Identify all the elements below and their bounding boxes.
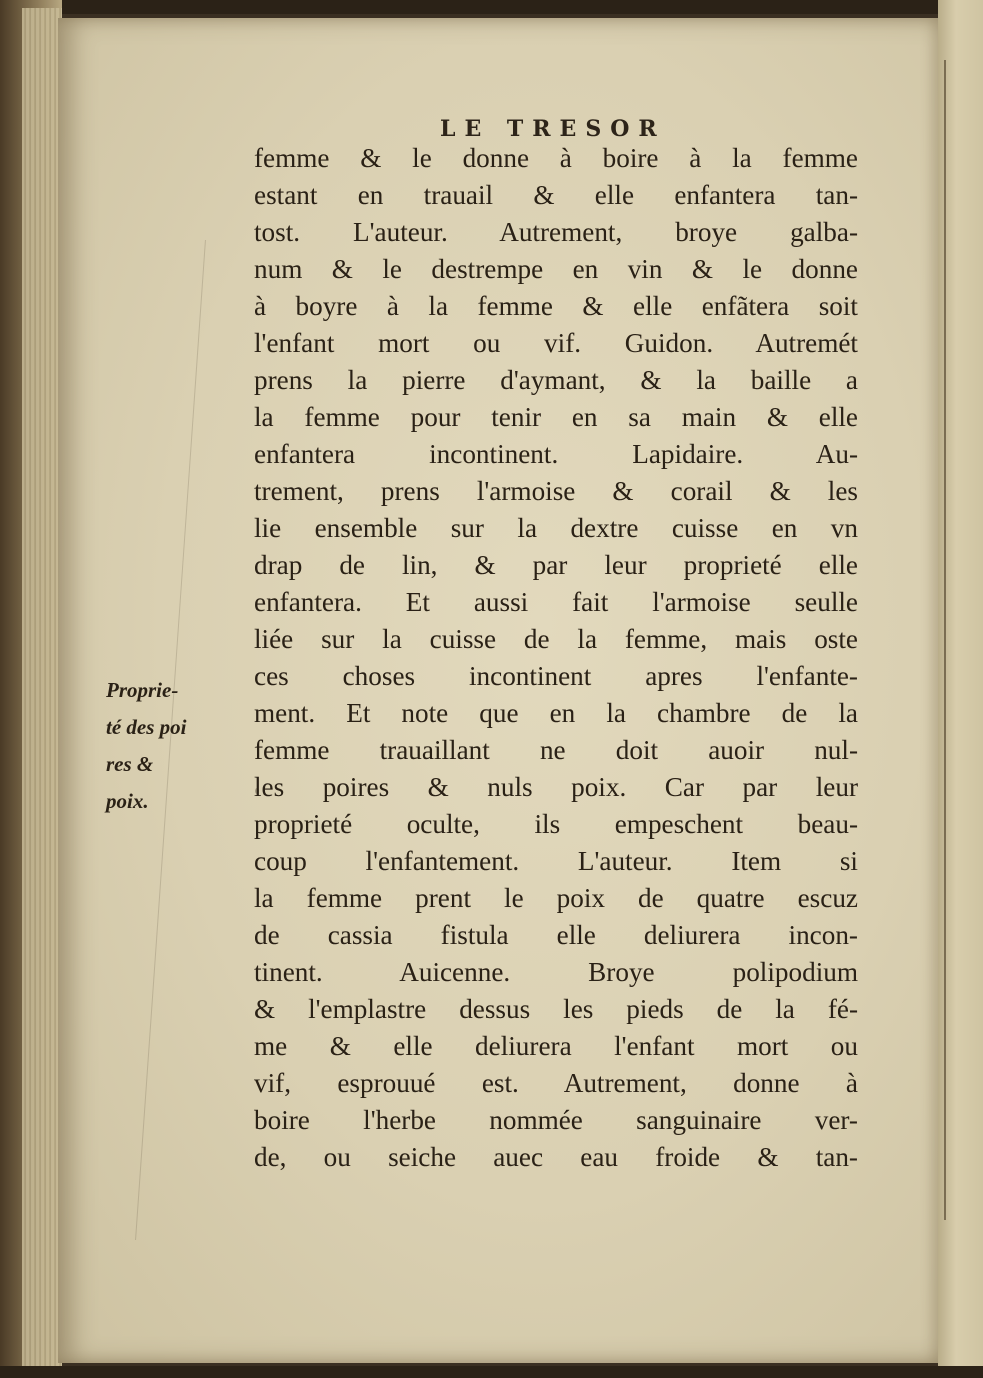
text-line: lie ensemble sur la dextre cuisse en vn xyxy=(254,513,858,543)
text-line: tinent. Auicenne. Broye polipodium xyxy=(254,957,858,987)
text-line: prens la pierre d'aymant, & la baille a xyxy=(254,365,858,395)
ink-blot xyxy=(255,788,259,794)
next-leaf-edge xyxy=(938,0,983,1378)
text-line: num & le destrempe en vin & le donne xyxy=(254,254,858,284)
text-line: drap de lin, & par leur proprieté elle xyxy=(254,550,858,580)
text-line: coup l'enfantement. L'auteur. Item si xyxy=(254,846,858,876)
text-line: boire l'herbe nommée sanguinaire ver- xyxy=(254,1105,858,1135)
text-line: me & elle deliurera l'enfant mort ou xyxy=(254,1031,858,1061)
page-edges xyxy=(22,8,62,1370)
text-line: ces choses incontinent apres l'enfante- xyxy=(254,661,858,691)
text-line: la femme prent le poix de quatre escuz xyxy=(254,883,858,913)
text-line: l'enfant mort ou vif. Guidon. Autremét xyxy=(254,328,858,358)
text-line: estant en trauail & elle enfantera tan- xyxy=(254,180,858,210)
text-line: vif, esprouué est. Autrement, donne à xyxy=(254,1068,858,1098)
body-text xyxy=(254,140,858,1176)
text-line: femme trauaillant ne doit auoir nul- xyxy=(254,735,858,765)
marginal-note-line: Proprie- xyxy=(106,678,179,702)
running-head: LE TRESOR xyxy=(440,116,666,142)
text-line: de cassia fistula elle deliurera incon- xyxy=(254,920,858,950)
text-line: enfantera. Et aussi fait l'armoise seulle xyxy=(254,587,858,617)
marginal-note-line: poix. xyxy=(106,789,149,813)
text-line: proprieté oculte, ils empeschent beau- xyxy=(254,809,858,839)
marginal-note xyxy=(106,672,246,820)
text-line: trement, prens l'armoise & corail & les xyxy=(254,476,858,506)
text-line: les poires & nuls poix. Car par leur xyxy=(254,772,858,802)
text-line: la femme pour tenir en sa main & elle xyxy=(254,402,858,432)
marginal-note-line: té des poi xyxy=(106,715,187,739)
text-line: tost. L'auteur. Autrement, broye galba- xyxy=(254,217,858,247)
marginal-note-line: res & xyxy=(106,752,154,776)
text-line: liée sur la cuisse de la femme, mais oste xyxy=(254,624,858,654)
scan-border-bottom xyxy=(0,1366,983,1378)
text-line: de, ou seiche auec eau froide & tan- xyxy=(254,1142,858,1172)
scan-border-top xyxy=(0,0,983,14)
text-line: à boyre à la femme & elle enfãtera soit xyxy=(254,291,858,321)
text-line: femme & le donne à boire à la femme xyxy=(254,143,858,173)
text-line: enfantera incontinent. Lapidaire. Au- xyxy=(254,439,858,469)
text-line: & l'emplastre dessus les pieds de la fé- xyxy=(254,994,858,1024)
text-line: ment. Et note que en la chambre de la xyxy=(254,698,858,728)
